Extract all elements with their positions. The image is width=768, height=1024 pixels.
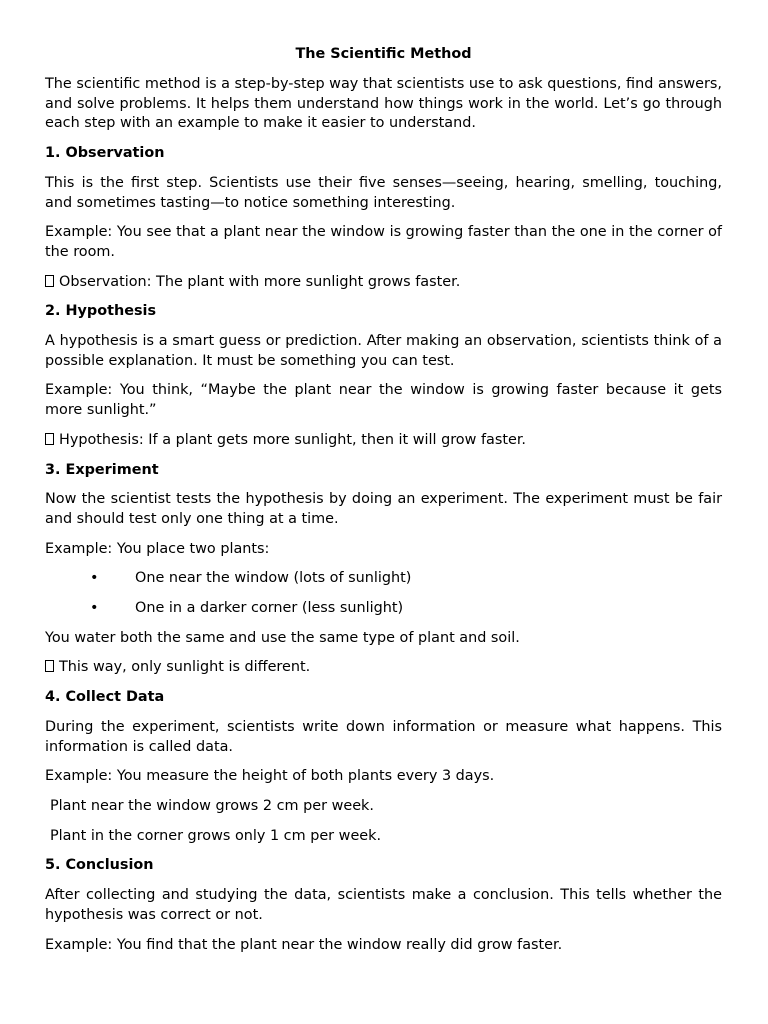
list-item xyxy=(45,569,722,589)
hypothesis-callout-text: Hypothesis: If a plant gets more sunlight, then it will grow faster. xyxy=(59,431,527,448)
list-item-text: One near the window (lots of sunlight) xyxy=(135,570,412,587)
observation-callout-text: Observation: The plant with more sunlight grows faster. xyxy=(59,273,461,290)
heading-experiment: 3. Experiment xyxy=(45,461,159,478)
data-line: Plant near the window grows 2 cm per week. xyxy=(50,797,374,814)
missing-glyph-icon xyxy=(45,660,54,672)
intro-paragraph: The scientific method is a step-by-step way that scientists use to ask questions, find answers, and solve problems. It helps them understand how things work in the world. Let’s go through each step with an example to make it easier to understand. xyxy=(45,76,722,132)
experiment-callout xyxy=(45,658,722,678)
experiment-example: Example: You place two plants: xyxy=(45,540,270,557)
missing-glyph-icon xyxy=(45,275,54,287)
hypothesis-description: A hypothesis is a smart guess or prediction. After making an observation, scientists think of a possible explanation. It must be something you can test. xyxy=(45,333,722,369)
heading-conclusion: 5. Conclusion xyxy=(45,857,154,874)
conclusion-example: Example: You find that the plant near the window really did grow faster. xyxy=(45,936,563,953)
experiment-note: You water both the same and use the same type of plant and soil. xyxy=(45,629,520,646)
data-line: Plant in the corner grows only 1 cm per week. xyxy=(50,827,382,844)
list-item-text: One in a darker corner (less sunlight) xyxy=(135,600,404,617)
observation-callout xyxy=(45,273,722,293)
document-page xyxy=(45,45,722,965)
bullet-icon: • xyxy=(90,600,99,617)
document-title: The Scientific Method xyxy=(295,46,472,62)
hypothesis-example: Example: You think, “Maybe the plant near the window is growing faster because it gets more sunlight.” xyxy=(45,382,722,419)
observation-example: Example: You see that a plant near the window is growing faster than the one in the corner of the room. xyxy=(45,224,722,260)
bullet-icon: • xyxy=(90,570,99,587)
experiment-callout-text: This way, only sunlight is different. xyxy=(59,659,311,676)
hypothesis-callout xyxy=(45,431,722,451)
collect-data-description: During the experiment, scientists write down information or measure what happens. This information is called data. xyxy=(45,718,722,755)
experiment-description: Now the scientist tests the hypothesis by doing an experiment. The experiment must be fair and should test only one thing at a time. xyxy=(45,491,722,527)
missing-glyph-icon xyxy=(45,433,54,445)
conclusion-description: After collecting and studying the data, scientists make a conclusion. This tells whether the hypothesis was correct or not. xyxy=(45,887,722,923)
heading-hypothesis: 2. Hypothesis xyxy=(45,303,157,320)
heading-collect-data: 4. Collect Data xyxy=(45,689,165,706)
list-item xyxy=(45,599,722,619)
experiment-bullet-list xyxy=(45,569,722,618)
observation-description: This is the first step. Scientists use their five senses—seeing, hearing, smelling, touching, and sometimes tasting—to notice something interesting. xyxy=(45,174,722,211)
collect-data-example: Example: You measure the height of both plants every 3 days. xyxy=(45,768,495,785)
heading-observation: 1. Observation xyxy=(45,145,165,162)
